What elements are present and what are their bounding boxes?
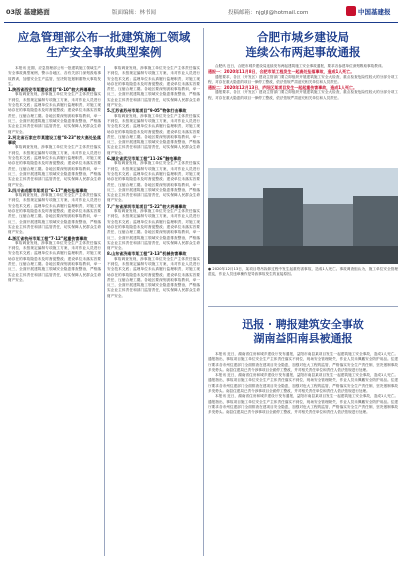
- case-heading-7: 7.广东省深圳市某项目“5·22”较大坍塌事故: [107, 203, 187, 209]
- right-top-text: [208, 64, 398, 164]
- left-body-2: 事故调查发现，涉事施工单位安全生产主体责任落实不到位，未按规定编制专项施工方案，未对作业人员进行安全技术交底；监理单位未认真履行监理职责，对施工现场存在的事故隐患未及时督促整改；建设单位未落实首要责任，压缩合理工期。各地区要深刻汲取事故教训，举一反三，全面开展建筑施工领域安全隐患排查整治，严格落实企业主体责任和部门监管责任，切实保障人民群众生命财产安全。: [8, 145, 101, 187]
- page-number: 03版 基建路面: [6, 8, 50, 16]
- left-body-4: 事故调查发现，涉事施工单位安全生产主体责任落实不到位，未按规定编制专项施工方案，未对作业人员进行安全技术交底；监理单位未认真履行监理职责，对施工现场存在的事故隐患未及时督促整改；建设单位未落实首要责任，压缩合理工期。各地区要深刻汲取事故教训，举一反三，全面开展建筑施工领域安全隐患排查整治，严格落实企业主体责任和部门监管责任，切实保障人民群众生命财产安全。: [8, 240, 101, 282]
- right-section-rule: [208, 306, 398, 307]
- submission-email: 投稿邮箱：njgljl@hotmail.com: [228, 10, 309, 16]
- right-top-body-1: 通报要求，各区（开发区）建设主管部门要立即组织开展建筑施工安全大检查，重点检查危险性较大的分部分项工程，对存在重大隐患的项目一律停工整改，依法依规严肃追究相关单位和人员责任。: [208, 74, 398, 84]
- header-rule: [4, 22, 398, 23]
- left-body-6: 事故调查发现，涉事施工单位安全生产主体责任落实不到位，未按规定编制专项施工方案，未对作业人员进行安全技术交底；监理单位未认真履行监理职责，对施工现场存在的事故隐患未及时督促整改；建设单位未落实首要责任，压缩合理工期。各地区要深刻汲取事故教训，举一反三，全面开展建筑施工领域安全隐患排查整治，严格落实企业主体责任和部门监管责任，切实保障人民群众生命财产安全。: [107, 113, 200, 155]
- right-bottom-body-1: 本报讯 近日，湖南省住房和城乡建设厅发布通报，益阳市南县某项目发生一起建筑施工安全事故，造成1人死亡。通报指出，事故项目施工单位安全生产主体责任落实不到位，现场安全管理缺失，作业人员未佩戴安全防护用品。住建厅要求各市州住建部门全面排查在建项目安全隐患，加强对危大工程的监管，严格落实安全生产责任制，坚决遏制事故多发势头。南县住建局已责令涉事项目全面停工整改，并对相关责任单位和责任人依法依规进行处理。: [208, 352, 398, 372]
- editor-credit: 版面编辑：林书闻: [112, 10, 157, 16]
- logo-icon: [346, 6, 356, 16]
- left-headline-line-2: 生产安全事故典型案例: [46, 45, 162, 59]
- right-top-headline: [208, 30, 398, 60]
- right-top-headline-line-2: 连续公布两起事故通报: [245, 45, 361, 59]
- case-heading-1: 1.陕西省西安市某建设项目“8·10”较大坍塌事故: [8, 87, 96, 93]
- left-column-2: [107, 66, 200, 556]
- left-body-9: 事故调查发现，涉事施工单位安全生产主体责任落实不到位，未按规定编制专项施工方案，未对作业人员进行安全技术交底；监理单位未认真履行监理职责，对施工现场存在的事故隐患未及时督促整改；建设单位未落实首要责任，压缩合理工期。各地区要深刻汲取事故教训，举一反三，全面开展建筑施工领域安全隐患排查整治，严格落实企业主体责任和部门监管责任，切实保障人民群众生命财产安全。: [107, 256, 200, 298]
- accident-photo: [208, 168, 398, 264]
- left-column-1: [8, 66, 101, 556]
- right-top-intro: 合肥讯 近日，合肥市城乡建设局连续发布两起建筑施工安全事故通报，要求各参建单位深刻吸取事故教训。: [215, 64, 386, 68]
- case-heading-6: 6.湖北省武汉市某工程“11·26”触电事故: [107, 156, 182, 162]
- left-body-7: 事故调查发现，涉事施工单位安全生产主体责任落实不到位，未按规定编制专项施工方案，未对作业人员进行安全技术交底；监理单位未认真履行监理职责，对施工现场存在的事故隐患未及时督促整改；建设单位未落实首要责任，压缩合理工期。各地区要深刻汲取事故教训，举一反三，全面开展建筑施工领域安全隐患排查整治，严格落实企业主体责任和部门监管责任，切实保障人民群众生命财产安全。: [107, 161, 200, 203]
- right-bottom-headline-line-2: 湖南益阳南县被通报: [253, 332, 353, 345]
- left-headline-line-1: 应急管理部公布一批建筑施工领域: [17, 30, 191, 44]
- right-bottom-text: [208, 352, 398, 556]
- left-body-3: 事故调查发现，涉事施工单位安全生产主体责任落实不到位，未按规定编制专项施工方案，未对作业人员进行安全技术交底；监理单位未认真履行监理职责，对施工现场存在的事故隐患未及时督促整改；建设单位未落实首要责任，压缩合理工期。各地区要深刻汲取事故教训，举一反三，全面开展建筑施工领域安全隐患排查整治，严格落实企业主体责任和部门监管责任，切实保障人民群众生命财产安全。: [8, 193, 101, 235]
- photo-caption: ● 2020年12月13日，某项目塔吊拆卸过程中发生起重伤害事故，造成1人死亡。事故调查组认为，施工单位安全管理混乱，作业人员违章操作是导致事故发生的直接原因。: [208, 267, 398, 277]
- left-body-5: 事故调查发现，涉事施工单位安全生产主体责任落实不到位，未按规定编制专项施工方案，未对作业人员进行安全技术交底；监理单位未认真履行监理职责，对施工现场存在的事故隐患未及时督促整改；建设单位未落实首要责任，压缩合理工期。各地区要深刻汲取事故教训，举一反三，全面开展建筑施工领域安全隐患排查整治，严格落实企业主体责任和部门监管责任，切实保障人民群众生命财产安全。: [107, 66, 200, 108]
- column-divider: [104, 66, 105, 556]
- right-bottom-body-3: 本报讯 近日，湖南省住房和城乡建设厅发布通报，益阳市南县某项目发生一起建筑施工安全事故，造成1人死亡。通报指出，事故项目施工单位安全生产主体责任落实不到位，现场安全管理缺失，作业人员未佩戴安全防护用品。住建厅要求各市州住建部门全面排查在建项目安全隐患，加强对危大工程的监管，严格落实安全生产责任制，坚决遏制事故多发势头。南县住建局已责令涉事项目全面停工整改，并对相关责任单位和责任人依法依规进行处理。: [208, 394, 398, 415]
- right-top-headline-line-1: 合肥市城乡建设局: [257, 30, 349, 44]
- right-bottom-headline-line-1: 迅报 · 聘报建筑安全事故: [242, 318, 364, 331]
- newspaper-logo: [346, 3, 396, 19]
- case-heading-5: 5.江苏省苏州市某项目“9·05”物体打击事故: [107, 108, 187, 114]
- left-body-1: 事故调查发现，涉事施工单位安全生产主体责任落实不到位，未按规定编制专项施工方案，未对作业人员进行安全技术交底；监理单位未认真履行监理职责，对施工现场存在的事故隐患未及时督促整改；建设单位未落实首要责任，压缩合理工期。各地区要深刻汲取事故教训，举一反三，全面开展建筑施工领域安全隐患排查整治，严格落实企业主体责任和部门监管责任，切实保障人民群众生命财产安全。: [8, 92, 101, 134]
- notice-2: 通报二：2020年12月13日，庐阳区某项目发生一起起重伤害事故，造成1人死亡。: [208, 85, 358, 91]
- case-heading-2: 2.河北省石家庄市某建设工程“8·23”较大高处坠落事故: [8, 134, 101, 146]
- notice-1: 通报一：2020年11月8日，合肥市某工程发生一起高处坠落事故，造成1人死亡。: [208, 69, 355, 75]
- left-body-8: 事故调查发现，涉事施工单位安全生产主体责任落实不到位，未按规定编制专项施工方案，未对作业人员进行安全技术交底；监理单位未认真履行监理职责，对施工现场存在的事故隐患未及时督促整改；建设单位未落实首要责任，压缩合理工期。各地区要深刻汲取事故教训，举一反三，全面开展建筑施工领域安全隐患排查整治，严格落实企业主体责任和部门监管责任，切实保障人民群众生命财产安全。: [107, 209, 200, 251]
- page-header: [0, 0, 402, 22]
- case-heading-4: 4.浙江省杭州市某工程“7·12”起重伤害事故: [8, 235, 88, 241]
- case-heading-8: 8.山东省济南市某工程“3·13”机械伤害事故: [107, 251, 187, 257]
- section-divider: [203, 28, 204, 556]
- logo-text: 中国基建报: [358, 7, 391, 16]
- right-top-body-2: 通报要求，各区（开发区）建设主管部门要立即组织开展建筑施工安全大检查，重点检查危险性较大的分部分项工程，对存在重大隐患的项目一律停工整改，依法依规严肃追究相关单位和人员责任。: [208, 90, 398, 100]
- left-intro: 本报讯 近期，应急管理部公布一批建筑施工领域生产安全事故典型案例，警示各地区、各有关部门深刻汲取事故教训，加强安全生产监管，坚决防范遏制重特大事故发生。: [8, 66, 101, 86]
- case-heading-3: 3.四川省成都市某项目“6·17”高处坠落事故: [8, 187, 88, 193]
- right-bottom-headline: [208, 318, 398, 346]
- left-headline: [8, 30, 200, 60]
- right-bottom-body-2: 本报讯 近日，湖南省住房和城乡建设厅发布通报，益阳市南县某项目发生一起建筑施工安全事故，造成1人死亡。通报指出，事故项目施工单位安全生产主体责任落实不到位，现场安全管理缺失，作业人员未佩戴安全防护用品。住建厅要求各市州住建部门全面排查在建项目安全隐患，加强对危大工程的监管，严格落实安全生产责任制，坚决遏制事故多发势头。南县住建局已责令涉事项目全面停工整改，并对相关责任单位和责任人依法依规进行处理。: [208, 373, 398, 394]
